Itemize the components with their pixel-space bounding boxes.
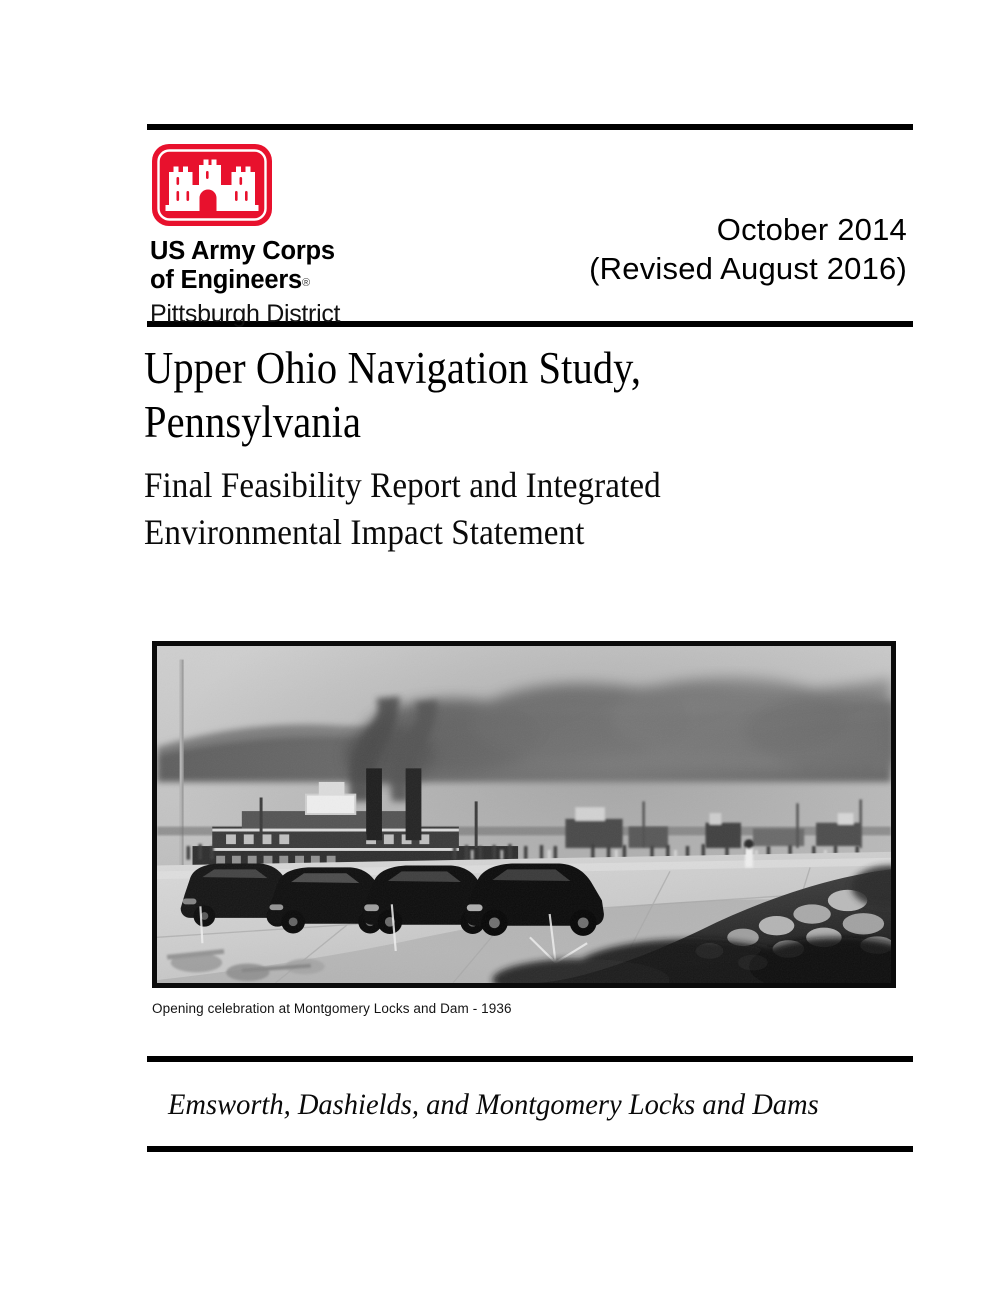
publication-date-revision: (Revised August 2016) [589, 251, 907, 286]
agency-wordmark [150, 237, 480, 298]
horizontal-rule-footer-lower [147, 1146, 913, 1152]
publication-date-primary: October 2014 [716, 212, 907, 247]
document-subtitle-line2: Environmental Impact Statement [144, 512, 585, 552]
agency-wordmark-line1: US Army Corps [150, 237, 335, 265]
horizontal-rule-footer-upper [147, 1056, 913, 1062]
footer-subject-line: Emsworth, Dashields, and Montgomery Locks and Dams [168, 1088, 819, 1121]
document-title [144, 341, 855, 449]
agency-wordmark-line2: of Engineers [150, 266, 303, 294]
title-zone [144, 341, 934, 556]
cover-header [147, 134, 913, 328]
publication-date-block [589, 210, 907, 288]
agency-district-label: Pittsburgh District [150, 300, 341, 328]
document-title-line2: Pennsylvania [144, 397, 362, 447]
agency-logo-block [150, 142, 480, 329]
document-subtitle [144, 462, 871, 556]
document-title-line1: Upper Ohio Navigation Study, [144, 343, 642, 393]
registered-trademark-icon: ® [302, 277, 311, 289]
document-subtitle-line1: Final Feasibility Report and Integrated [144, 465, 661, 505]
usace-castle-emblem-icon [150, 142, 274, 228]
cover-photograph-image [157, 646, 891, 983]
horizontal-rule-top [147, 124, 913, 130]
photograph-caption: Opening celebration at Montgomery Locks and Dam - 1936 [152, 1001, 512, 1016]
cover-photograph [152, 641, 896, 988]
